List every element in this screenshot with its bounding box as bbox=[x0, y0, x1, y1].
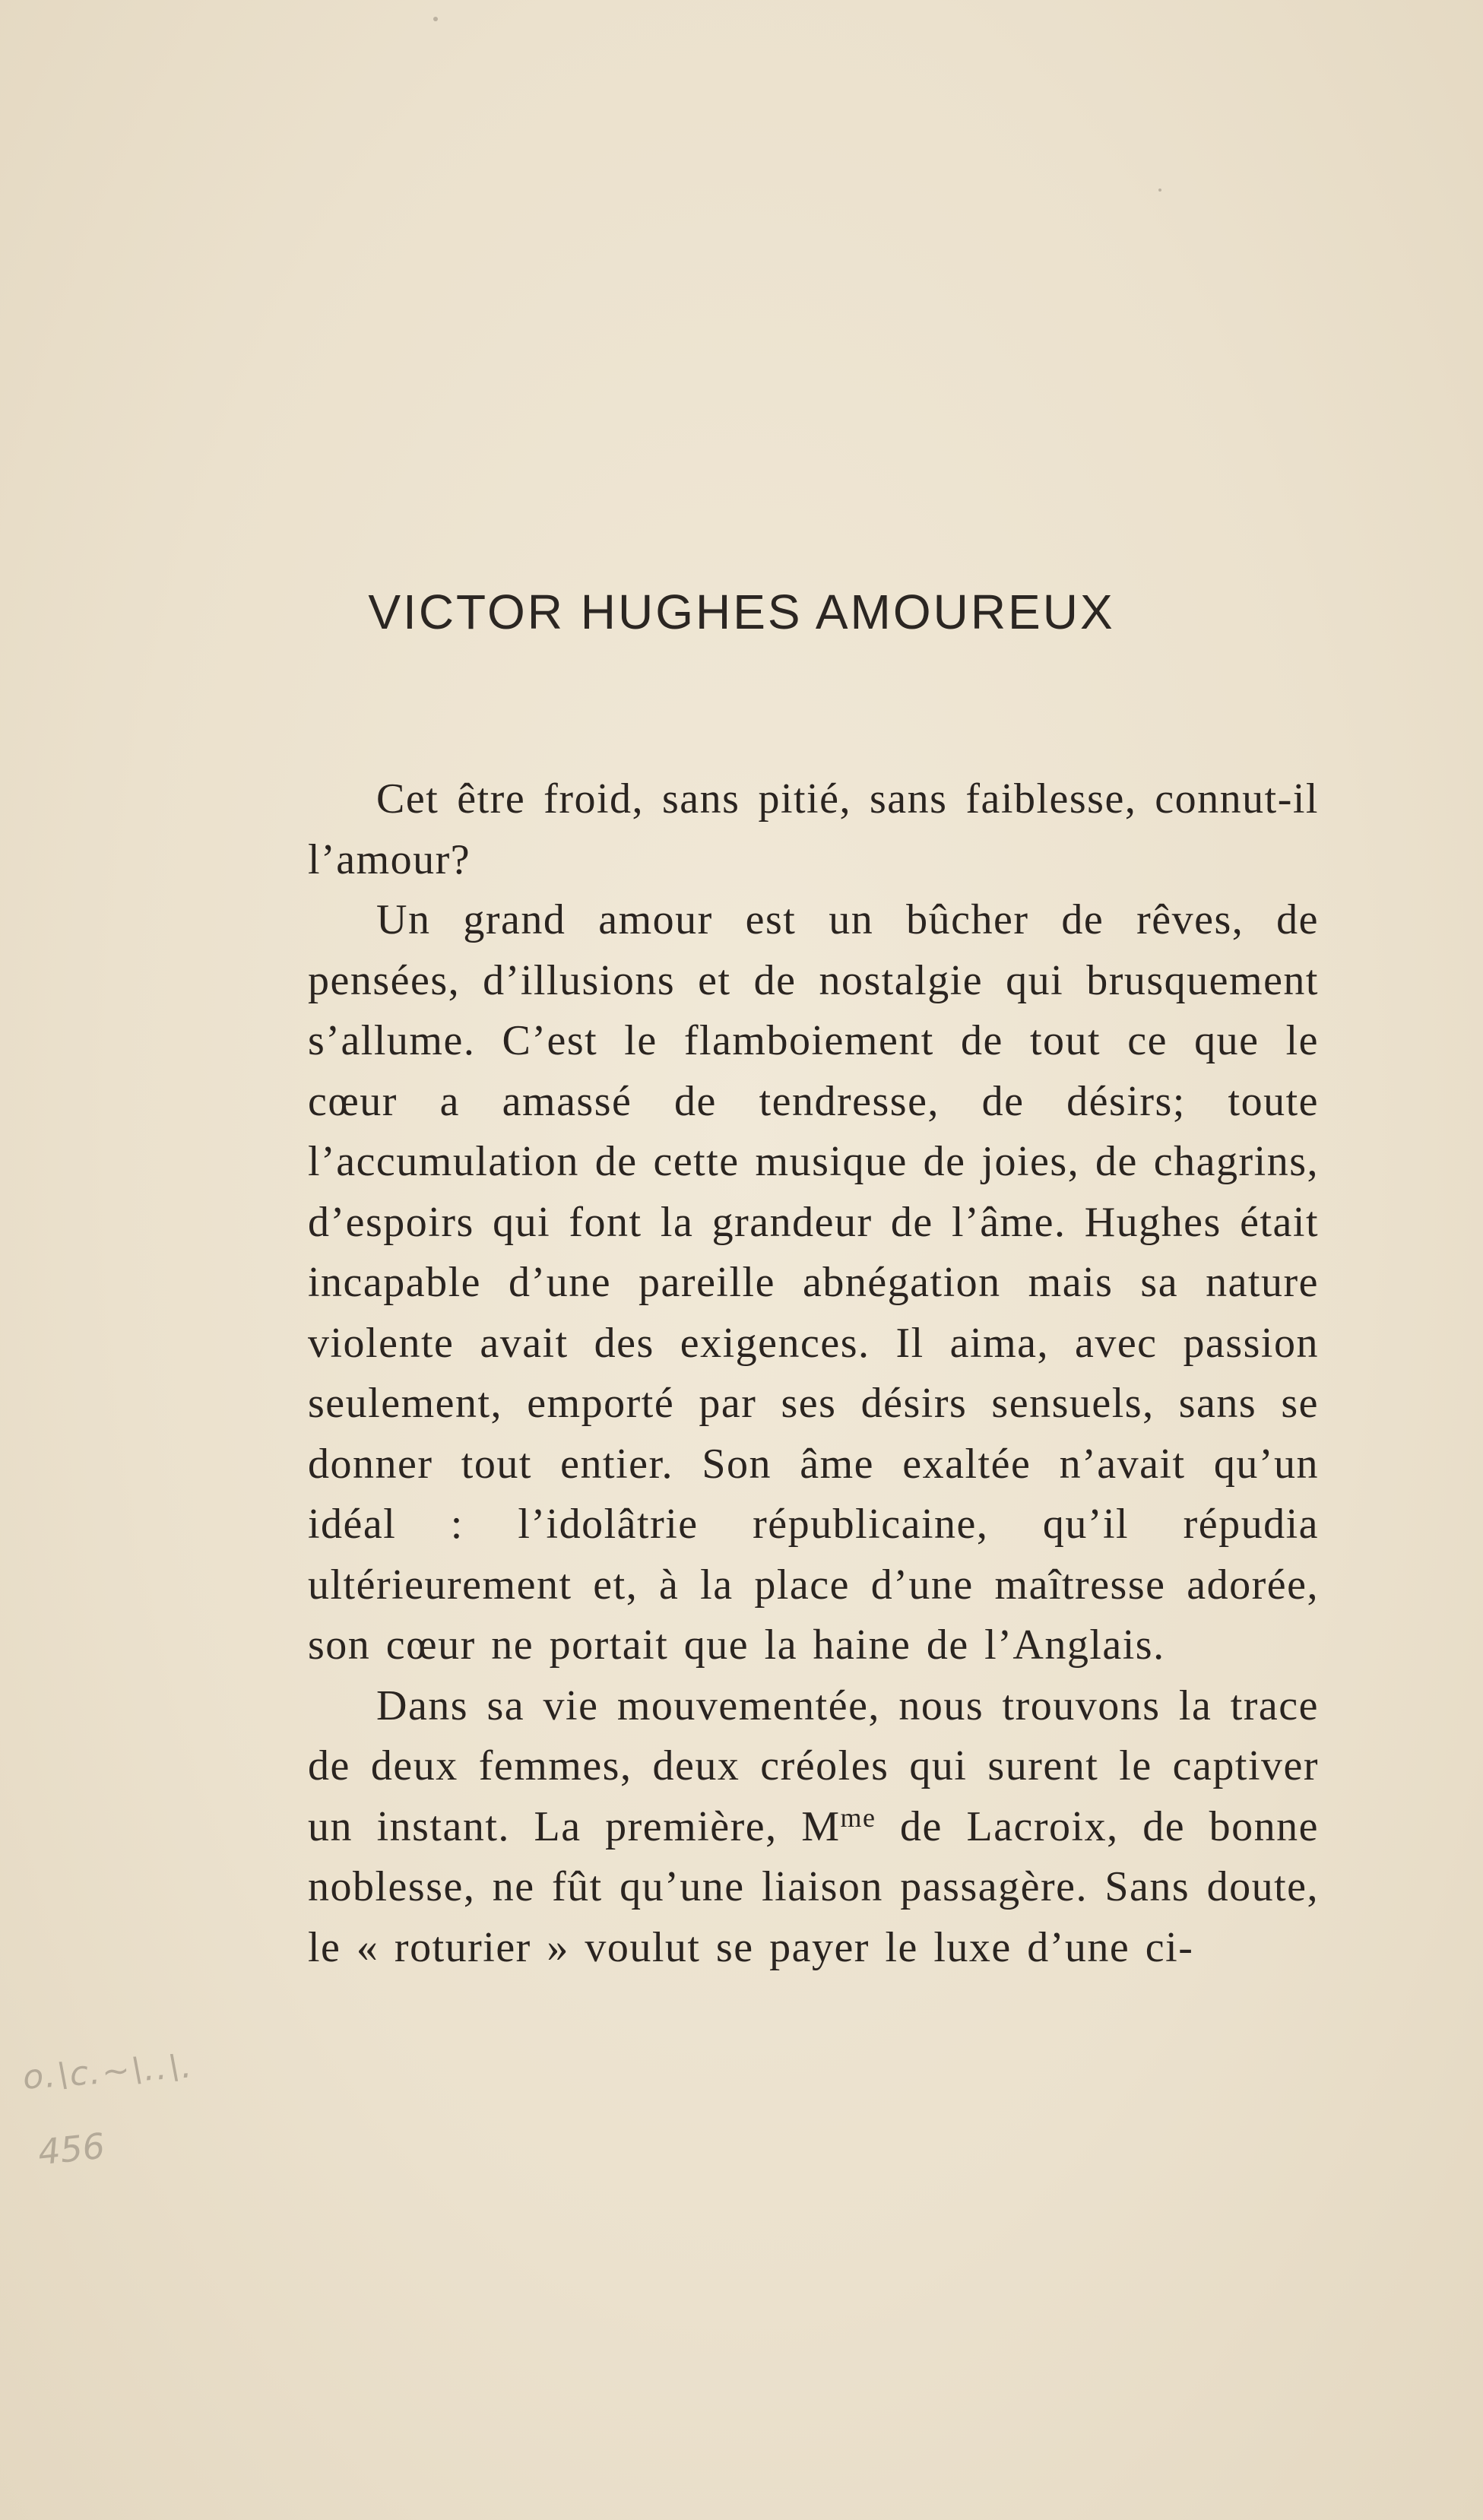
paragraph-3 bbox=[308, 1676, 1319, 1979]
chapter-title: VICTOR HUGHES AMOUREUX bbox=[368, 585, 1115, 639]
paragraph-2: Un grand amour est un bûcher de rêves, de pensées, d’illusions et de nostalgie qui brusquement s’allume. C’est le flamboiement de tout ce que le cœur a amassé de tendresse, de désirs; toute l’accumulation de cette musique de joies, de chagrins, d’espoirs qui font la grandeur de l’âme. Hughes était incapable d’une pareille abnégation mais sa nature violente avait des exigences. Il aima, avec passion seulement, emporté par ses désirs sensuels, sans se donner tout entier. Son âme exaltée n’avait qu’un idéal : l’idolâtrie républicaine, qu’il répudia ultérieurement et, à la place d’une maîtresse adorée, son cœur ne portait que la haine de l’Anglais. bbox=[308, 896, 1319, 1669]
paragraph-1: Cet être froid, sans pitié, sans faiblesse, connut-il l’amour? bbox=[308, 775, 1319, 883]
paper-speck bbox=[433, 17, 438, 21]
pencil-margin-note: o.\c.~\..\. bbox=[21, 2046, 195, 2097]
mme-superscript: me bbox=[840, 1802, 876, 1833]
paragraph-3-end: de Lacroix, de bonne noblesse, ne fût qu’une liaison passagère. Sans doute, le « roturier » voulut se payer le luxe d’une ci- bbox=[308, 1802, 1319, 1971]
paragraph-3-start: Dans sa vie mouvementée, nous trouvons la trace de deux femmes, deux créoles qui surent le captiver un instant. La première, M bbox=[308, 1682, 1319, 1850]
pencil-page-number: 456 bbox=[36, 2125, 107, 2173]
paper-speck bbox=[1158, 189, 1161, 192]
body-text bbox=[308, 769, 1319, 1978]
